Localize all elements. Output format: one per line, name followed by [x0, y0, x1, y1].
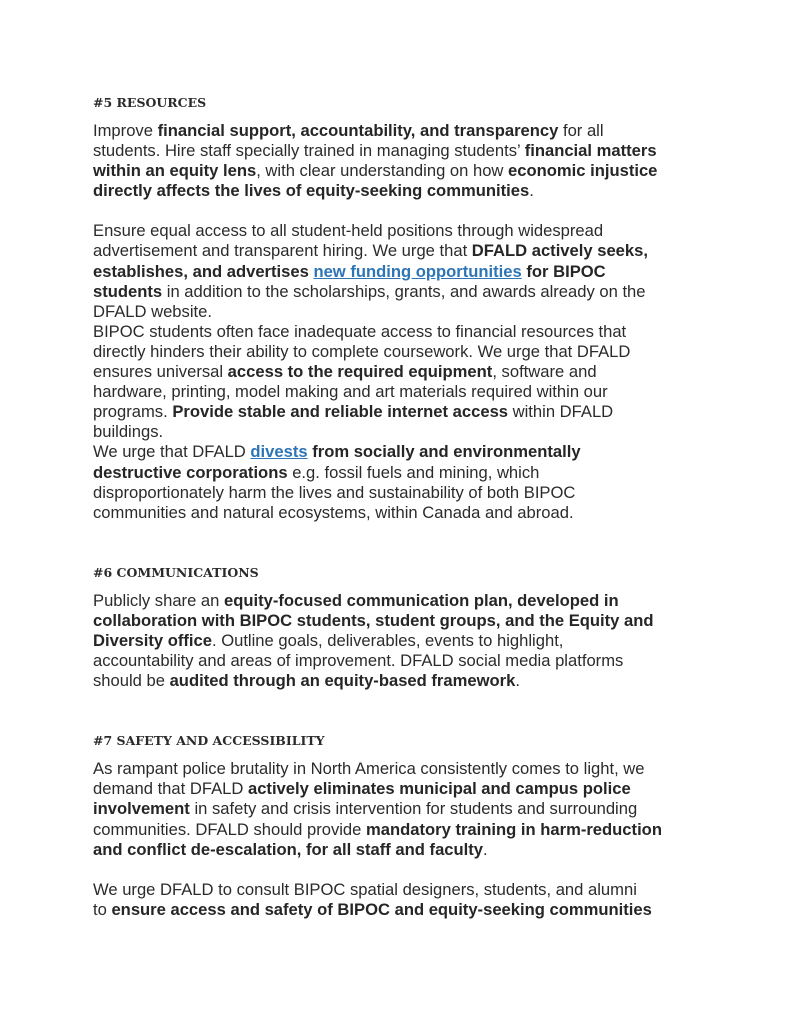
text: . Outline goals, deliverables, events to highlight, — [211, 630, 564, 650]
paragraph-communication-plan — [93, 591, 703, 691]
text: Publicly share an — [93, 590, 224, 610]
text: to — [93, 899, 112, 919]
bold-text: ensure access and safety of BIPOC and equity-seeking communities — [111, 899, 652, 919]
bold-text: Diversity office — [93, 630, 212, 650]
text-line: accountability and areas of improvement. DFALD social media platforms — [93, 651, 624, 671]
text-line: DFALD website. — [93, 301, 212, 321]
paragraph-spatial-designers — [93, 880, 703, 920]
bold-text: financial support, accountability, and transparency — [157, 121, 559, 140]
document-page — [93, 93, 703, 920]
bold-text: for BIPOC — [521, 261, 606, 281]
text: , software and — [492, 362, 597, 382]
text: in addition to the scholarships, grants, and awards already on the — [162, 281, 646, 301]
bold-text: from socially and environmentally — [307, 442, 581, 462]
text: students. Hire staff specially trained in managing students’ — [93, 141, 525, 161]
text: We urge that DFALD — [93, 442, 251, 462]
bold-text: directly affects the lives of equity-seeking communities — [93, 181, 530, 201]
bold-text: access to the required equipment — [227, 362, 493, 382]
bold-text: destructive corporations — [93, 462, 288, 482]
text: in safety and crisis intervention for students and surrounding — [189, 799, 638, 819]
text: advertisement and transparent hiring. We urge that — [93, 241, 472, 261]
text: . — [483, 839, 488, 859]
text: within DFALD — [508, 402, 614, 422]
text: should be — [93, 671, 170, 691]
text-line: hardware, printing, model making and art materials required within our — [93, 382, 608, 402]
text-line: Ensure equal access to all student-held positions through widespread — [93, 221, 604, 241]
bold-text: equity-focused communication plan, developed in — [223, 590, 619, 610]
bold-text: actively eliminates municipal and campus police — [247, 779, 631, 799]
bold-text: financial matters — [524, 141, 657, 161]
text-line: communities and natural ecosystems, within Canada and abroad. — [93, 502, 574, 522]
bold-text: mandatory training in harm-reduction — [366, 819, 662, 839]
paragraph-police — [93, 759, 703, 859]
bold-text: Provide stable and reliable internet access — [172, 402, 509, 422]
bold-text: students — [93, 281, 163, 301]
text: . — [515, 671, 520, 691]
bold-text: and conflict de-escalation, for all staff and faculty — [93, 839, 484, 859]
text: programs. — [93, 402, 173, 422]
text-line: BIPOC students often face inadequate access to financial resources that — [93, 321, 627, 341]
text: demand that DFALD — [93, 779, 248, 799]
text: ensures universal — [93, 362, 228, 382]
paragraph-financial-support — [93, 121, 703, 201]
bold-text: DFALD actively seeks, — [471, 241, 648, 261]
bold-text: involvement — [93, 799, 190, 819]
paragraph-equipment-access — [93, 322, 703, 443]
bold-text: within an equity lens — [93, 161, 257, 181]
text-line: disproportionately harm the lives and sustainability of both BIPOC — [93, 482, 576, 502]
bold-text: economic injustice — [508, 161, 658, 181]
text: , with clear understanding on how — [256, 161, 509, 181]
paragraph-equal-access — [93, 221, 703, 321]
text: . — [529, 181, 534, 201]
section-heading-safety-accessibility: #7 SAFETY AND ACCESSIBILITY — [93, 733, 325, 749]
bold-text: establishes, and advertises — [93, 261, 314, 281]
paragraph-divest — [93, 442, 703, 522]
text-line: buildings. — [93, 422, 164, 442]
text: e.g. fossil fuels and mining, which — [287, 462, 540, 482]
new-funding-opportunities-link[interactable]: new funding opportunities — [313, 261, 522, 281]
text-line: We urge DFALD to consult BIPOC spatial designers, students, and alumni — [93, 879, 637, 899]
text-line: directly hinders their ability to complete coursework. We urge that DFALD — [93, 341, 631, 361]
section-heading-communications: #6 COMMUNICATIONS — [93, 564, 259, 580]
bold-text: audited through an equity-based framework — [169, 671, 516, 691]
section-heading-resources: #5 RESOURCES — [93, 95, 207, 110]
text: communities. DFALD should provide — [93, 819, 366, 839]
text: Improve — [93, 121, 158, 140]
bold-text: collaboration with BIPOC students, student groups, and the Equity and — [93, 610, 654, 630]
divests-link[interactable]: divests — [250, 442, 308, 462]
text: for all — [558, 121, 604, 140]
text-line: As rampant police brutality in North America consistently comes to light, we — [93, 759, 645, 779]
